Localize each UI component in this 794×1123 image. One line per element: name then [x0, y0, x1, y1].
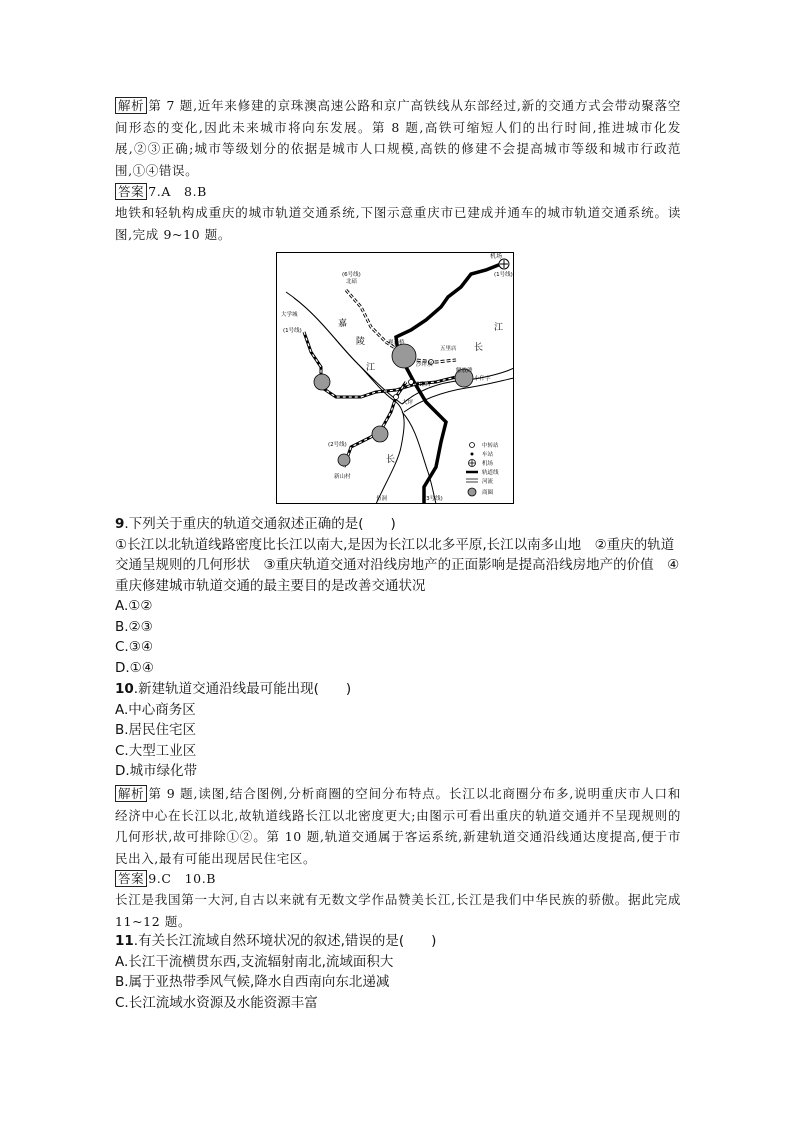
option-c: C.③④ — [115, 639, 153, 655]
question-body: ①长江以北轨道线路密度比长江以南大,是因为长江以北多平原,长江以南多山地 ②重庆的轨道交通呈规则的几何形状 ③重庆轨道交通对沿线房地产的正面影响是提高沿线房地产的价值 ④重庆修建城市轨道交通的最主要目的是改善交通状况 — [115, 536, 680, 594]
svg-text:机场: 机场 — [482, 461, 494, 467]
svg-text:中转站: 中转站 — [482, 443, 499, 449]
svg-text:车站: 车站 — [482, 452, 494, 458]
answer-tag: 答案 — [115, 870, 147, 887]
answer-9-10 — [115, 868, 681, 890]
label-line1-airport: (1号线) — [494, 272, 513, 278]
question-stem: .新建轨道交通沿线最可能出现( ) — [133, 681, 352, 697]
svg-text:轨道线: 轨道线 — [482, 470, 499, 476]
label-wulidian: 五里店 — [440, 346, 457, 352]
analysis-text: 第 7 题,近年来修建的京珠澳高速公路和京广高铁线从东部经过,新的交通方式会带动聚落空间形态的变化,因此未来城市将向东发展。第 8 题,高铁可缩短人们的出行时间,推进城市化发展,②③正确;城市等级划分的依据是城市人口规模,高铁的修建不会提高城市等级和城市行政范围,①④错误。 — [115, 98, 681, 178]
option-b: B.②③ — [115, 618, 153, 635]
answer-text: 7.A 8.B — [148, 184, 207, 199]
label-line3: (3号线) — [424, 496, 443, 502]
label-ling: 陵 — [356, 337, 366, 347]
label-yudong: 鱼洞 — [376, 496, 388, 502]
question-number: 11 — [115, 933, 134, 949]
analysis-tag: 解析 — [115, 97, 147, 114]
label-shiyuanpo: 沙坪坝 — [416, 362, 433, 368]
question-10 — [115, 679, 681, 782]
label-jiefangbei: 解放碑 — [456, 368, 473, 374]
label-line6: (6号线) — [342, 272, 361, 278]
question-stem: .下列关于重庆的轨道交通叙述正确的是( ) — [124, 516, 396, 532]
label-dayang: 大坪 — [402, 400, 414, 406]
business-circle-yangjiaping — [372, 426, 388, 442]
business-circle-shapingba — [314, 374, 330, 390]
svg-text:商圈: 商圈 — [482, 490, 494, 496]
analysis-9-10 — [115, 783, 681, 869]
option-b: B.属于亚热带季风气候,降水自西南向东北递减 — [115, 974, 390, 990]
intro-9-10: 地铁和轻轨构成重庆的城市轨道交通系统,下图示意重庆市已建成并通车的城市轨道交通系统。读图,完成 9~10 题。 — [115, 205, 681, 242]
label-airport: 机场 — [490, 253, 503, 260]
chongqing-rail-map — [276, 252, 514, 504]
label-daxuecheng: 大学城 — [281, 312, 298, 318]
intro-11-12: 长江是我国第一大河,自古以来就有无数文学作品赞美长江,长江是我们中华民族的骄傲。据此完成 11~12 题。 — [115, 892, 681, 929]
question-9 — [115, 514, 681, 678]
option-d: D.城市绿化带 — [115, 763, 198, 779]
label-line1-left: (1号线) — [283, 328, 302, 334]
option-d: D.①④ — [115, 659, 154, 676]
label-xiaoshizi: 小什字 — [474, 376, 491, 382]
analysis-tag: 解析 — [115, 785, 147, 802]
label-lianglukou: 两路口 — [414, 382, 431, 388]
label-jia: 嘉 — [338, 319, 348, 329]
label-beibei: 北碚 — [346, 279, 358, 285]
option-c: C.大型工业区 — [115, 742, 197, 759]
option-b: B.居民住宅区 — [115, 722, 197, 738]
label-guanyinqiao: 观音桥 — [388, 340, 405, 346]
option-c: C.长江流域水资源及水能资源丰富 — [115, 994, 318, 1011]
answer-tag: 答案 — [115, 183, 147, 200]
analysis-text: 第 9 题,读图,结合图例,分析商圈的空间分布特点。长江以北商圈分布多,说明重庆市人口和经济中心在长江以北,故轨道线路长江以北密度更大;由图示可看出重庆的轨道交通并不呈现规则的几何形状,故可排除①②。第 10 题,轨道交通属于客运系统,新建轨道交通沿线通达度提高,便于市民出入,最有可能出现居民住宅区。 — [115, 786, 681, 866]
answer-text: 9.C 10.B — [148, 871, 217, 886]
option-a: A.长江干流横贯东西,支流辐射南北,流域面积大 — [115, 953, 394, 970]
question-number: 10 — [115, 681, 134, 697]
question-stem: .有关长江流域自然环境状况的叙述,错误的是( ) — [133, 933, 437, 949]
question-number: 9 — [115, 516, 125, 532]
label-zhang: 长 — [474, 343, 484, 353]
answer-7-8 — [115, 181, 681, 203]
business-circle-xinshancun — [338, 454, 350, 466]
option-a: A.中心商务区 — [115, 701, 196, 718]
label-chang-bottom: 长 — [386, 455, 396, 465]
question-11 — [115, 931, 681, 1013]
label-line2: (2号线) — [328, 442, 347, 448]
label-jiang-jialing: 江 — [366, 363, 376, 373]
business-circle-guanyinqiao — [392, 344, 416, 368]
option-a: A.①② — [115, 598, 153, 614]
label-jiang-right: 江 — [494, 323, 504, 333]
analysis-7-8 — [115, 95, 681, 181]
svg-text:河流: 河流 — [482, 479, 494, 485]
label-xinshancun: 新山村 — [334, 474, 351, 480]
